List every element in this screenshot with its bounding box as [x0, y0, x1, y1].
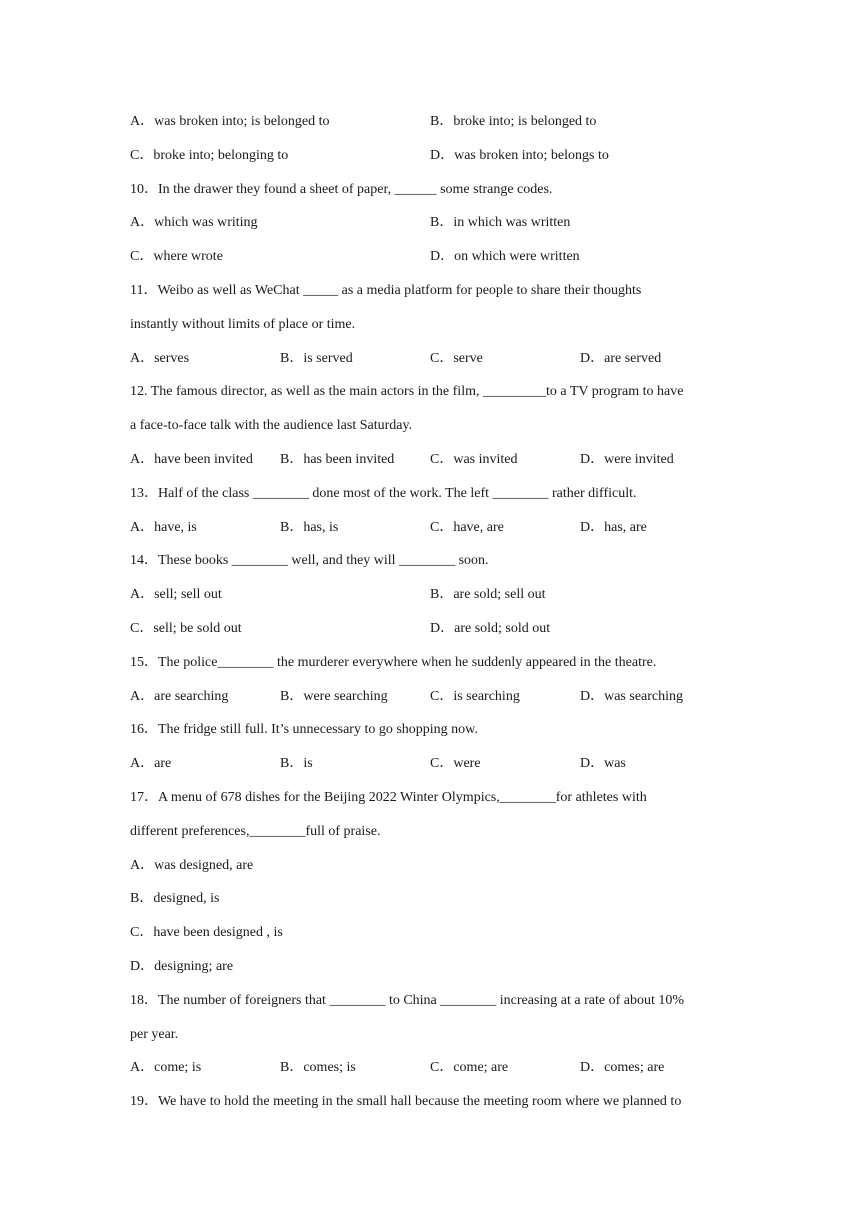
text-line: 17．A menu of 678 dishes for the Beijing 2022 Winter Olympics,________for athletes with: [130, 790, 647, 805]
text-line: 16．The fridge still full. It’s unnecessary to go shopping now.: [130, 722, 478, 738]
answer-option: B．has been invited: [280, 452, 395, 467]
options-row: [130, 450, 800, 470]
answer-option: D．was: [580, 756, 626, 772]
answer-option: A．have, is: [130, 519, 197, 535]
answer-option: D．are served: [580, 350, 662, 366]
options-row: [130, 112, 800, 132]
answer-option: D．comes; are: [580, 1060, 665, 1076]
text-line: a face-to-face talk with the audience last Saturday.: [130, 418, 413, 434]
text-line: 12. The famous director, as well as the main actors in the film, _________to a TV program to have: [130, 384, 684, 400]
text-line: 19．We have to hold the meeting in the small hall because the meeting room where we planned to: [130, 1094, 682, 1110]
options-row: [130, 1058, 800, 1078]
text-line: 11．Weibo as well as WeChat _____ as a media platform for people to share their thoughts: [130, 283, 642, 298]
answer-option: B．is: [280, 756, 313, 772]
answer-option: D．on which were written: [430, 249, 580, 265]
answer-option: A．sell; sell out: [130, 587, 222, 603]
options-row: [130, 619, 800, 639]
text-line: A．was designed, are: [130, 857, 254, 873]
answer-option: C．is searching: [430, 688, 520, 704]
answer-option: C．where wrote: [130, 249, 223, 265]
text-line: different preferences,________full of praise.: [130, 823, 381, 839]
options-row: [130, 349, 800, 369]
text-line: instantly without limits of place or time.: [130, 316, 356, 332]
answer-option: A．come; is: [130, 1060, 202, 1076]
text-line: 10．In the drawer they found a sheet of paper, ______ some strange codes.: [130, 181, 553, 197]
answer-option: C．serve: [430, 350, 483, 366]
options-row: [130, 585, 800, 605]
answer-option: C．sell; be sold out: [130, 621, 242, 636]
options-row: [130, 518, 800, 538]
text-line: B．designed, is: [130, 891, 220, 907]
answer-option: B．are sold; sell out: [430, 587, 546, 603]
text-line: 13．Half of the class ________ done most of the work. The left ________ rather difficult.: [130, 485, 637, 501]
answer-option: C．have, are: [430, 519, 504, 535]
answer-option: B．comes; is: [280, 1060, 356, 1076]
options-row: [130, 213, 800, 233]
answer-option: A．serves: [130, 350, 190, 366]
answer-option: A．which was writing: [130, 215, 258, 231]
answer-option: B．in which was written: [430, 215, 571, 231]
answer-option: B．has, is: [280, 519, 339, 535]
options-row: [130, 146, 800, 166]
text-line: D．designing; are: [130, 959, 234, 974]
answer-option: D．are sold; sold out: [430, 621, 551, 636]
answer-option: D．was broken into; belongs to: [430, 147, 609, 163]
answer-option: C．come; are: [430, 1060, 509, 1076]
text-line: per year.: [130, 1026, 179, 1042]
answer-option: C．were: [430, 756, 481, 772]
answer-option: A．are: [130, 756, 172, 772]
answer-option: B．is served: [280, 350, 353, 366]
answer-option: A．are searching: [130, 688, 229, 704]
answer-option: C．was invited: [430, 452, 518, 467]
answer-option: D．was searching: [580, 688, 684, 704]
text-line: 14．These books ________ well, and they will ________ soon.: [130, 553, 489, 569]
text-line: 15．The police________ the murderer everywhere when he suddenly appeared in the theatre.: [130, 654, 657, 670]
answer-option: D．were invited: [580, 452, 674, 467]
answer-option: B．were searching: [280, 688, 388, 704]
answer-option: A．was broken into; is belonged to: [130, 114, 330, 129]
options-row: [130, 687, 800, 707]
text-line: 18．The number of foreigners that ________ to China ________ increasing at a rate of about 10%: [130, 992, 685, 1008]
options-row: [130, 754, 800, 774]
answer-option: A．have been invited: [130, 452, 253, 467]
answer-option: C．broke into; belonging to: [130, 147, 289, 163]
options-row: [130, 247, 800, 267]
answer-option: B．broke into; is belonged to: [430, 114, 597, 129]
text-line: C．have been designed , is: [130, 925, 283, 941]
answer-option: D．has, are: [580, 519, 647, 535]
